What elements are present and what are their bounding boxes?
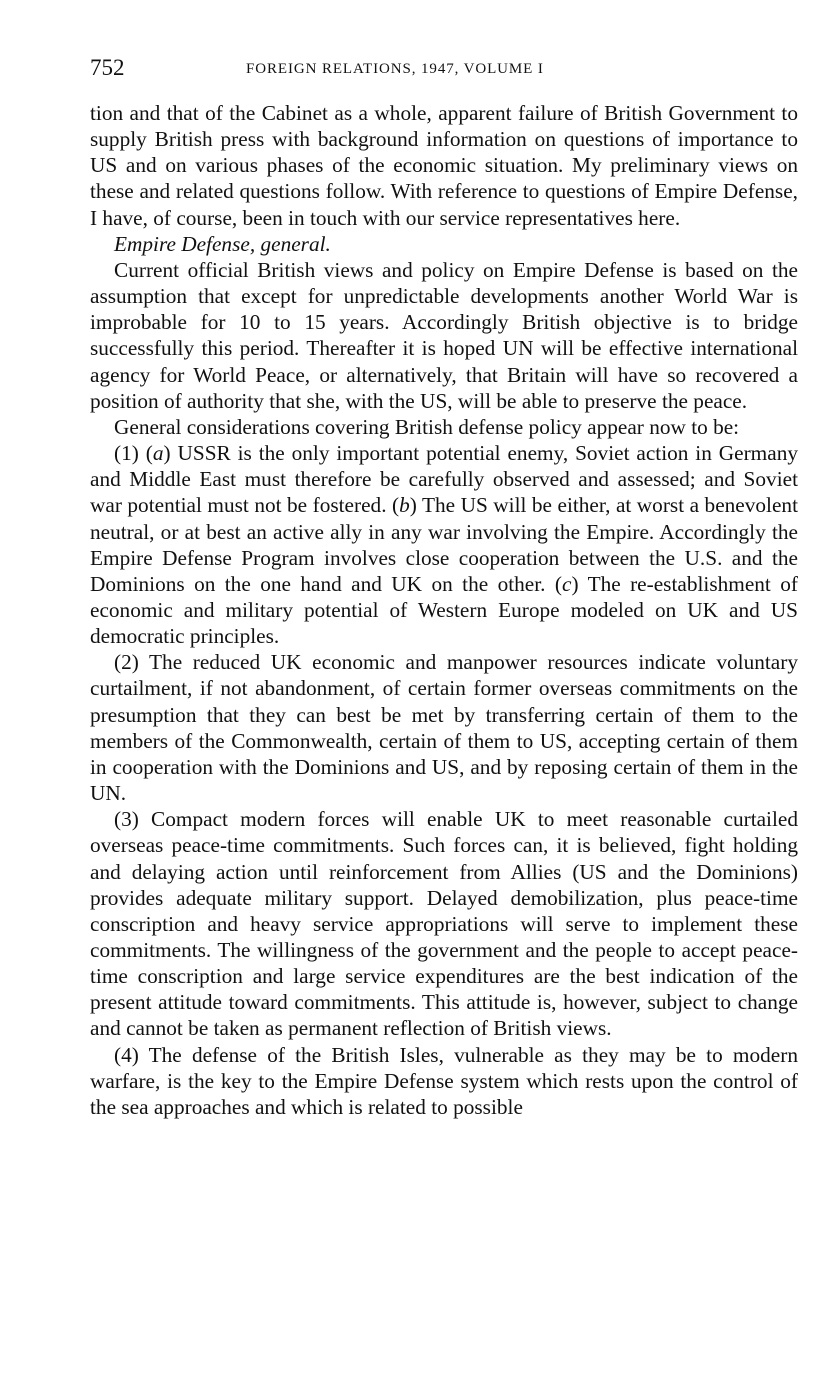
page-header: [90, 54, 798, 84]
sub-text-c: The re-establishment of economic and military potential of Western Europe modeled on UK and US democratic principles.: [90, 571, 798, 649]
sub-label-a: (a): [145, 441, 171, 466]
paragraph-point-1: [90, 440, 798, 649]
running-head: FOREIGN RELATIONS, 1947, VOLUME I: [246, 61, 544, 77]
sub-text-b: The US will be either, at worst a benevolent neutral, or at best an active ally in any war involving the Empire. Accordingly the Empire Defense Program involves close cooperation between the U.S. and the Dominions on the one hand and UK on the other.: [90, 493, 798, 596]
paragraph-continuation: tion and that of the Cabinet as a whole, apparent failure of British Government to supply British press with background information on questions of importance to US and on various phases of the economic situation. My preliminary views on these and related questions follow. With reference to questions of Empire Defense, I have, of course, been in touch with our service representatives here.: [90, 101, 798, 230]
section-heading: Empire Defense, general.: [114, 231, 331, 256]
sub-label-b: (b): [392, 493, 417, 518]
paragraph-considerations: General considerations covering British defense policy appear now to be:: [114, 414, 740, 439]
sub-label-c: (c): [554, 571, 579, 596]
body-text: [90, 100, 798, 1120]
sub-text-a: USSR is the only important potential enemy, Soviet action in Germany and Middle East must therefore be carefully observed and assessed; and Soviet war potential must not be fostered.: [90, 441, 798, 518]
point-number: (1): [114, 441, 139, 466]
page-number: 752: [90, 55, 125, 80]
paragraph-point-2: (2) The reduced UK economic and manpower resources indicate voluntary curtailment, if not abandonment, of certain former overseas commitments on the presumption that they can best be met by transferring certain of them to the members of the Commonwealth, certain of them to US, accepting certain of them in cooperation with the Dominions and US, and by reposing certain of them in the UN.: [90, 650, 798, 806]
paragraph-point-3: (3) Compact modern forces will enable UK to meet reasonable curtailed overseas peace-time commitments. Such forces can, it is believed, fight holding and delaying action until reinforcement from Allies (US and the Dominions) provides adequate military support. Delayed demobilization, plus peace-time conscription and heavy service appropriations will serve to implement these commitments. The willingness of the government and the people to accept peace-time conscription and large service expenditures are the best indication of the present attitude toward commitments. This attitude is, however, subject to change and cannot be taken as permanent reflection of British views.: [90, 807, 798, 1041]
paragraph-point-4: (4) The defense of the British Isles, vulnerable as they may be to modern warfare, is the key to the Empire Defense system which rests upon the control of the sea approaches and which is related to possible: [90, 1042, 798, 1119]
paragraph-policy: Current official British views and policy on Empire Defense is based on the assumption that except for unpredictable developments another World War is improbable for 10 to 15 years. Accordingly British objective is to bridge successfully this period. Thereafter it is hoped UN will be effective international agency for World Peace, or alternatively, that Britain will have so recovered a position of authority that she, with the US, will be able to preserve the peace.: [90, 257, 798, 413]
